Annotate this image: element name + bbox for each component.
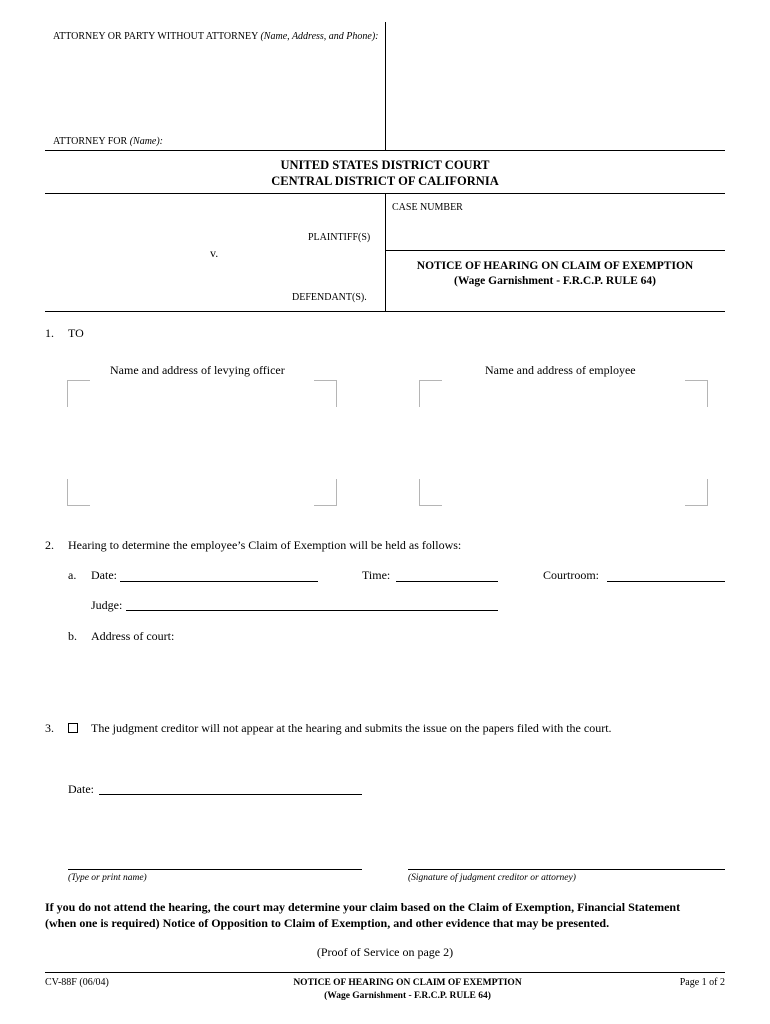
- court-address-label: Address of court:: [91, 629, 175, 643]
- employee-label: Name and address of employee: [485, 363, 636, 377]
- section1-number: 1.: [45, 326, 54, 340]
- attorney-party-paren: (Name, Address, and Phone):: [260, 31, 379, 42]
- court-address-field[interactable]: [180, 625, 720, 695]
- attorney-party-label: [53, 31, 379, 42]
- hearing-time-field[interactable]: [396, 581, 498, 582]
- hearing-date-field[interactable]: [120, 581, 318, 582]
- section2-intro: Hearing to determine the employee’s Claim of Exemption will be held as follows:: [68, 538, 462, 552]
- hearing-date-label: Date:: [91, 568, 117, 582]
- bracket-corner-bl: [67, 479, 90, 506]
- footer-title-line-2: (Wage Garnishment - F.R.C.P. RULE 64): [324, 991, 491, 1001]
- footer-rule: [45, 972, 725, 973]
- attorney-party-text: ATTORNEY OR PARTY WITHOUT ATTORNEY: [53, 31, 258, 42]
- caption-bottom-rule: [45, 311, 725, 312]
- section2-number: 2.: [45, 538, 54, 552]
- levying-officer-address-field[interactable]: [67, 380, 337, 506]
- page-number: Page 1 of 2: [679, 977, 725, 988]
- header-bottom-rule: [45, 150, 725, 151]
- no-appearance-checkbox[interactable]: [68, 723, 78, 733]
- bracket-corner-br: [685, 479, 708, 506]
- attorney-for-text: ATTORNEY FOR: [53, 136, 128, 147]
- caption-title: [385, 259, 725, 289]
- item-b-label: b.: [68, 629, 77, 643]
- plaintiff-label: PLAINTIFF(S): [308, 232, 371, 243]
- section3-text: The judgment creditor will not appear at the hearing and submits the issue on the papers filed with the court.: [91, 721, 612, 735]
- section1-to-label: TO: [68, 326, 84, 340]
- signature-label: (Signature of judgment creditor or attorney): [408, 873, 576, 883]
- employee-address-field[interactable]: [419, 380, 708, 506]
- hearing-time-label: Time:: [362, 568, 391, 582]
- case-number-label: CASE NUMBER: [392, 202, 463, 213]
- footer-title: [245, 977, 570, 1003]
- attorney-for-label: [53, 136, 163, 147]
- court-line-1: UNITED STATES DISTRICT COURT: [280, 158, 490, 172]
- versus-text: v.: [210, 246, 219, 260]
- bracket-corner-tr: [314, 380, 337, 407]
- caption-title-line-1: NOTICE OF HEARING ON CLAIM OF EXEMPTION: [416, 260, 694, 272]
- judge-label: Judge:: [91, 598, 123, 612]
- attendance-notice: [45, 900, 735, 931]
- print-name-field[interactable]: [68, 869, 362, 870]
- proof-of-service-note: (Proof of Service on page 2): [316, 945, 454, 959]
- bracket-corner-tr: [685, 380, 708, 407]
- attorney-for-paren: (Name):: [129, 136, 164, 147]
- courtroom-field[interactable]: [607, 581, 725, 582]
- bracket-corner-tl: [419, 380, 442, 407]
- levying-officer-label: Name and address of levying officer: [110, 363, 285, 377]
- caption-divider: [385, 193, 386, 312]
- case-number-field[interactable]: [390, 215, 720, 247]
- section3-number: 3.: [45, 721, 54, 735]
- form-number: CV-88F (06/04): [45, 977, 109, 988]
- item-a-label: a.: [68, 568, 77, 582]
- attorney-party-field[interactable]: [53, 48, 378, 128]
- caption-title-line-2: (Wage Garnishment - F.R.C.P. RULE 64): [453, 275, 656, 287]
- court-name: [45, 157, 725, 189]
- bracket-corner-bl: [419, 479, 442, 506]
- attendance-notice-line-1: If you do not attend the hearing, the court may determine your claim based on the Claim of Exemption, Financial Statement: [45, 900, 681, 914]
- signature-date-field[interactable]: [99, 794, 362, 795]
- court-line-2: CENTRAL DISTRICT OF CALIFORNIA: [271, 174, 499, 188]
- plaintiff-field[interactable]: [50, 198, 380, 228]
- signature-field[interactable]: [408, 869, 725, 870]
- footer-title-line-1: NOTICE OF HEARING ON CLAIM OF EXEMPTION: [293, 978, 522, 988]
- attorney-info-field-right[interactable]: [390, 26, 720, 146]
- attendance-notice-line-2: (when one is required) Notice of Opposition to Claim of Exemption, and other evidence that may be presented.: [45, 915, 610, 930]
- bracket-corner-tl: [67, 380, 90, 407]
- defendant-field[interactable]: [50, 262, 380, 290]
- print-name-label: (Type or print name): [68, 873, 147, 883]
- judge-field[interactable]: [126, 610, 498, 611]
- courtroom-label: Courtroom:: [543, 568, 599, 582]
- bracket-corner-br: [314, 479, 337, 506]
- defendant-label: DEFENDANT(S).: [292, 292, 367, 303]
- case-number-rule: [385, 250, 725, 251]
- header-divider: [385, 22, 386, 150]
- signature-date-label: Date:: [68, 782, 94, 796]
